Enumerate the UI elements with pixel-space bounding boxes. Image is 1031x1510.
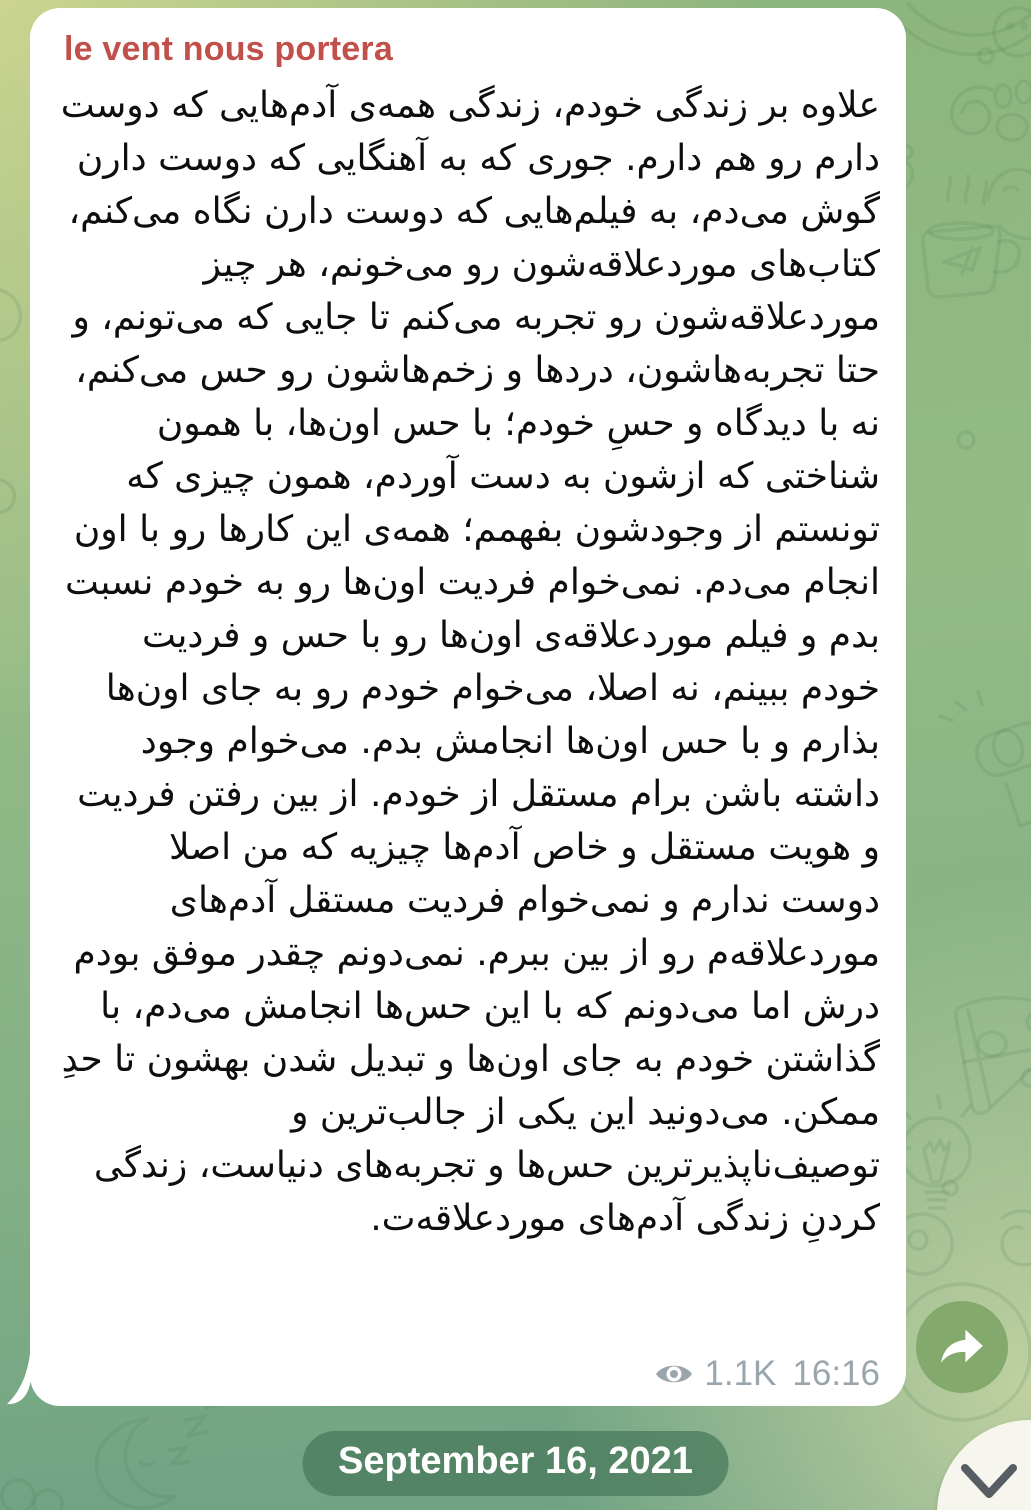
message-text: علاوه بر زندگی خودم، زندگی همه‌ی آدم‌هایی که دوست دارم رو هم دارم. جوری که به آهنگایی که دوست دارن گوش می‌دم، به فیلم‌هایی که دوست دارن نگاه می‌کنم، کتاب‌های موردعلاقه‌شون رو می‌خونم، هر چیز موردعلاقه‌شون رو تجربه می‌کنم تا جایی که می‌تونم، و حتا تجربه‌هاشون، دردها و زخم‌هاشون رو حس می‌کنم، نه با دیدگاه و حسِ خودم؛ با حس اون‌ها، با همون شناختی که ازشون به دست آوردم، همون چیزی که تونستم از وجودشون بفهمم؛ همه‌ی این کارها رو با اون انجام می‌دم. نمی‌خوام فردیت اون‌ها رو به خودم نسبت بدم و فیلم موردعلاقه‌ی اون‌ها رو با حس و فردیت خودم ببینم، نه اصلا، می‌خوام خودم رو به جای اون‌ها بذارم و با حس اون‌ها انجامش بدم. می‌خوام وجود داشته باشن برام مستقل از خودم. از بین رفتن فردیت و هویت مستقل و خاص آدم‌ها چیزیه که من اصلا دوست ندارم و نمی‌خوام فردیت مستقل آدم‌های موردعلاقه‌م رو از بین ببرم. نمی‌دونم چقدر موفق بودم درش اما می‌دونم که با این حس‌ها انجامش می‌دم، با گذاشتن خودم به جای اون‌ها و تبدیل شدن بهشون تا حدِ ممکن. می‌دونید این یکی از جالب‌ترین و توصیف‌ناپذیرترین حس‌ها و تجربه‌های دنیاست، زندگی کردنِ زندگی آدم‌های موردعلاقه‌ت. — [60, 85, 880, 1239]
chevron-down-icon — [961, 1464, 1017, 1500]
forward-arrow-icon — [935, 1320, 989, 1374]
message-time: 16:16 — [792, 1354, 880, 1393]
channel-name[interactable]: le vent nous portera — [64, 30, 393, 68]
view-count: 1.1K — [704, 1354, 777, 1393]
view-count-wrap — [654, 1354, 776, 1394]
bubble-tail — [5, 1336, 31, 1406]
message-meta — [654, 1354, 880, 1394]
share-button[interactable] — [916, 1301, 1008, 1393]
date-badge[interactable]: September 16, 2021 — [302, 1431, 729, 1496]
scroll-down-button[interactable] — [937, 1420, 1031, 1510]
eye-icon — [654, 1360, 694, 1388]
message-bubble — [30, 8, 906, 1406]
